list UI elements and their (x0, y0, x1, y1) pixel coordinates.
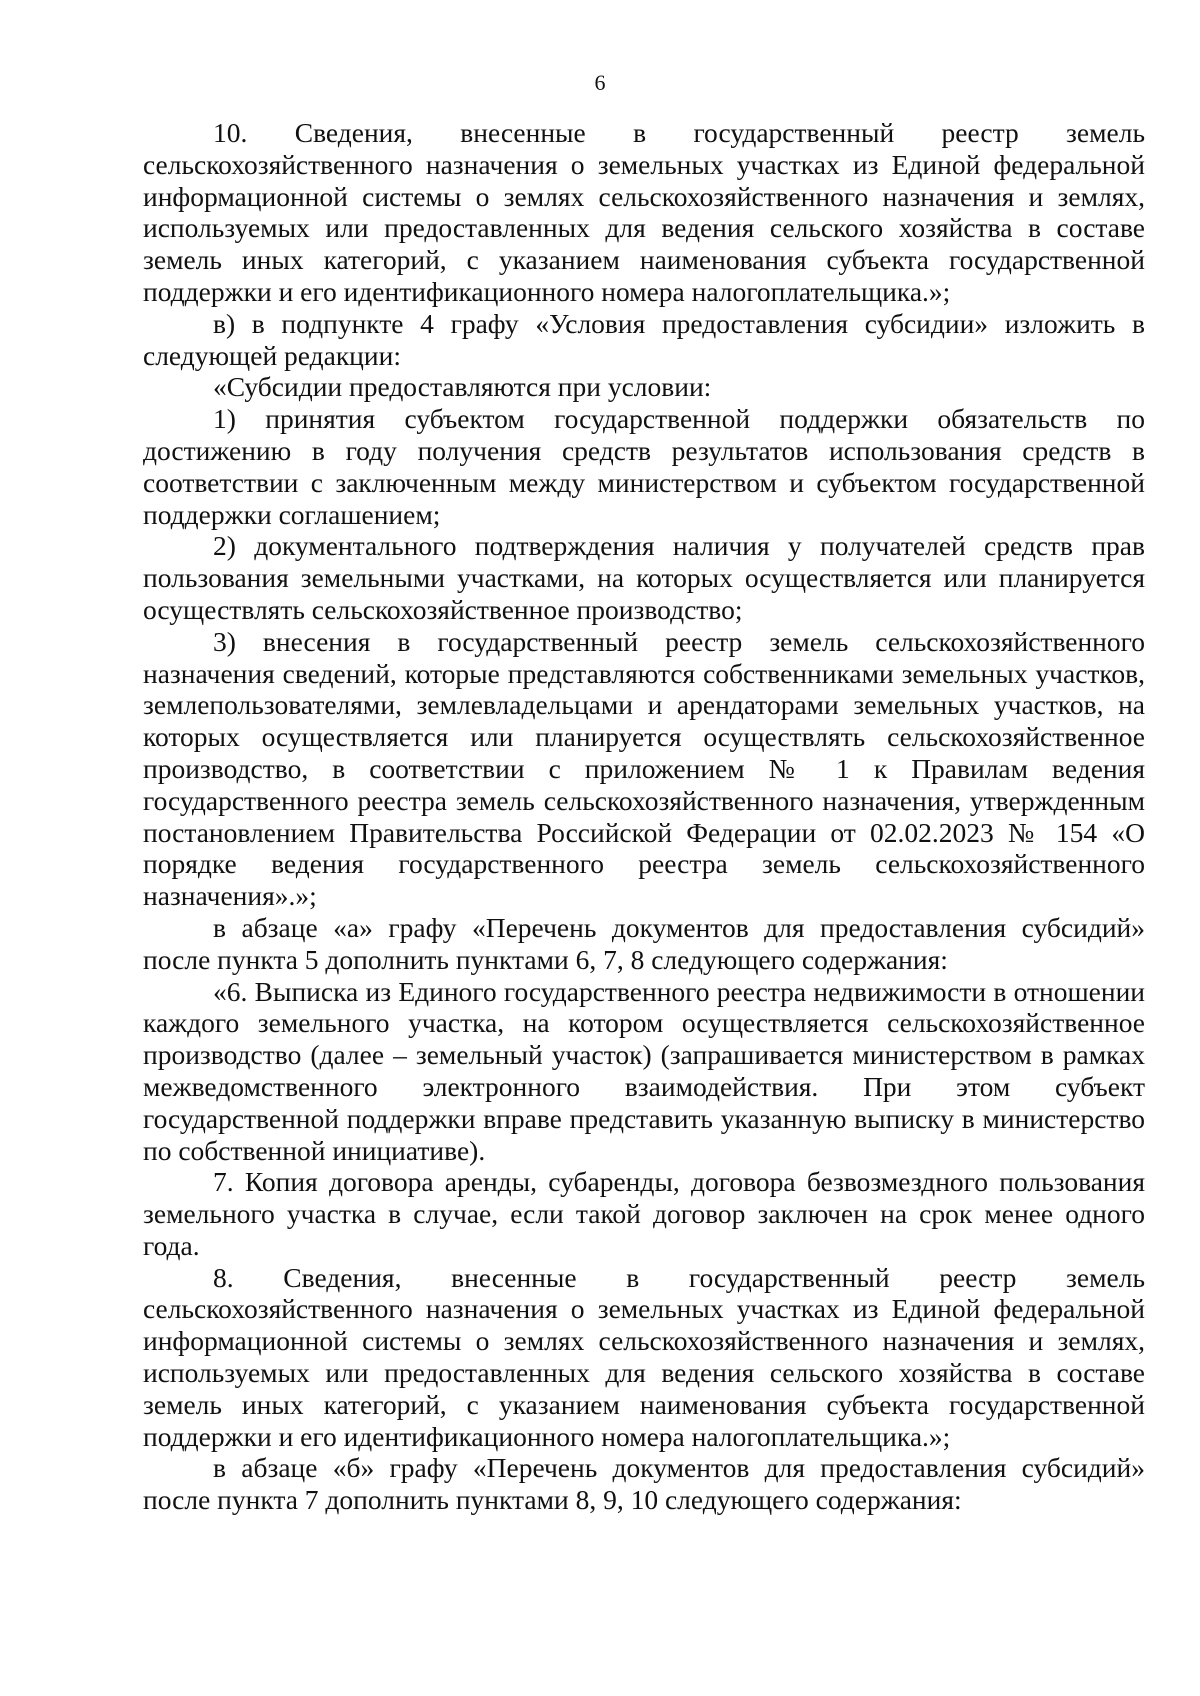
paragraph-item-7: 7. Копия договора аренды, субаренды, договора безвозмездного пользования земельного участка в случае, если такой договор заключен на срок менее одного года. (143, 1166, 1145, 1261)
paragraph-abzac-a: в абзаце «а» графу «Перечень документов для предоставления субсидий» после пункта 5 дополнить пунктами 6, 7, 8 следующего содержания: (143, 911, 1145, 975)
paragraph-item-6: «6. Выписка из Единого государственного реестра недвижимости в отношении каждого земельного участка, на котором осуществляется сельскохозяйственное производство (далее – земельный участок) (запрашивается министерством в рамках межведомственного электронного взаимодействия. При этом субъект государственной поддержки вправе представить указанную выписку в министерство по собственной инициативе). (143, 975, 1145, 1166)
paragraph-condition-3: 3) внесения в государственный реестр земель сельскохозяйственного назначения сведений, которые представляются собственниками земельных участков, землепользователями, землевладельцами и арендаторами земельных участков, на которых осуществляется или планируется осуществлять сельскохозяйственное производство, в соответствии с приложением № 1 к Правилам ведения государственного реестра земель сельскохозяйственного назначения, утвержденным постановлением Правительства Российской Федерации от 02.02.2023 № 154 «О порядке ведения государственного реестра земель сельскохозяйственного назначения».»; (143, 625, 1145, 912)
paragraph-condition-1: 1) принятия субъектом государственной поддержки обязательств по достижению в году получения средств результатов использования средств в соответствии с заключенным между министерством и субъектом государственной поддержки соглашением; (143, 403, 1145, 530)
page-number: 6 (594, 70, 606, 95)
paragraph-item-8: 8. Сведения, внесенные в государственный реестр земель сельскохозяйственного назначения о земельных участках из Единой федеральной информационной системы о землях сельскохозяйственного назначения и землях, используемых или предоставленных для ведения сельского хозяйства в составе земель иных категорий, с указанием наименования субъекта государственной поддержки и его идентификационного номера налогоплательщика.»; (143, 1261, 1145, 1452)
document-body (143, 117, 1145, 1516)
paragraph-conditions-intro: «Субсидии предоставляются при условии: (213, 371, 712, 403)
paragraph-abzac-b: в абзаце «б» графу «Перечень документов для предоставления субсидий» после пункта 7 дополнить пунктами 8, 9, 10 следующего содержания: (143, 1452, 1145, 1516)
paragraph-condition-2: 2) документального подтверждения наличия у получателей средств прав пользования земельными участками, на которых осуществляется или планируется осуществлять сельскохозяйственное производство; (143, 530, 1145, 625)
paragraph-subitem-v: в) в подпункте 4 графу «Условия предоставления субсидии» изложить в следующей редакции: (143, 307, 1145, 371)
paragraph-item-10-info: 10. Сведения, внесенные в государственный реестр земель сельскохозяйственного назначения о земельных участках из Единой федеральной информационной системы о землях сельскохозяйственного назначения и землях, используемых или предоставленных для ведения сельского хозяйства в составе земель иных категорий, с указанием наименования субъекта государственной поддержки и его идентификационного номера налогоплательщика.»; (143, 117, 1145, 307)
